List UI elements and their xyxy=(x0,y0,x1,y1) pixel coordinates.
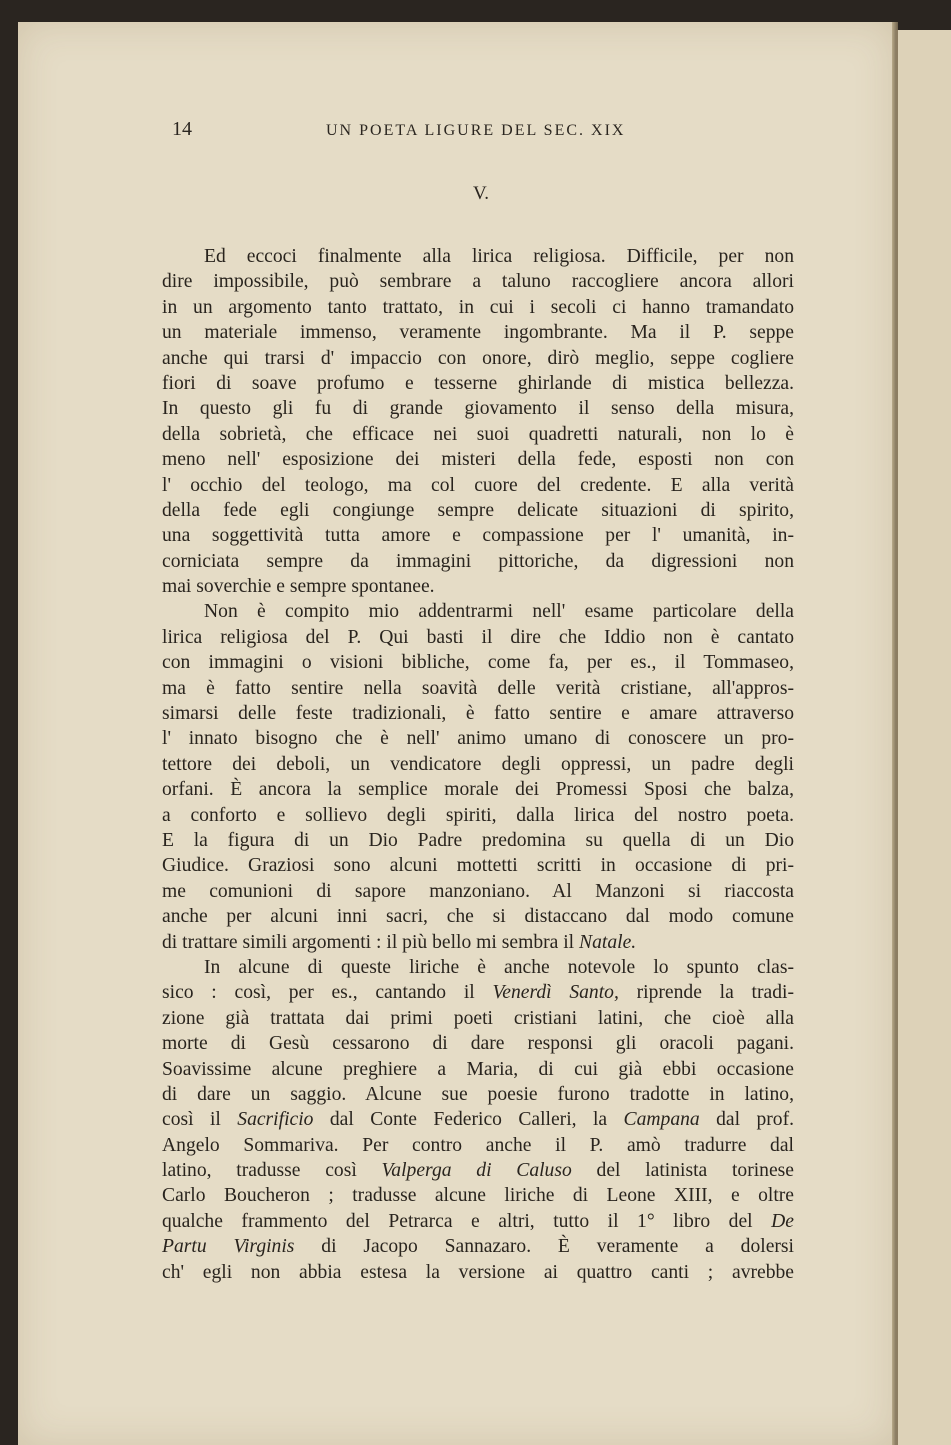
text-line: di dare un saggio. Alcune sue poesie furono tradotte in latino, xyxy=(162,1083,794,1105)
section-number: V. xyxy=(473,183,490,204)
text-line-with-italic xyxy=(162,1234,794,1259)
italic-title: De xyxy=(771,1210,794,1232)
text-line: Ed eccoci finalmente alla lirica religiosa. Difficile, per non xyxy=(204,246,794,267)
text-line: mai soverchie e sempre spontanee. xyxy=(162,576,435,598)
text-line: della fede egli congiunge sempre delicate situazioni di spirito, xyxy=(162,499,794,521)
text-line: Angelo Sommariva. Per contro anche il P. amò tradurre dal xyxy=(162,1134,794,1156)
text-line: l' occhio del teologo, ma col cuore del credente. E alla verità xyxy=(162,474,794,496)
text-line: una soggettività tutta amore e compassione per l' umanità, in- xyxy=(162,525,794,547)
text-line: l' innato bisogno che è nell' animo umano di conoscere un pro- xyxy=(162,728,794,750)
text-segment: sico : così, per es., cantando il xyxy=(162,982,475,1004)
text-segment: di trattare simili argomenti : il più bello mi sembra il xyxy=(162,931,575,953)
body-text xyxy=(162,244,794,1285)
italic-title: Sacrificio xyxy=(237,1109,314,1131)
text-segment: del latinista torinese xyxy=(596,1160,794,1182)
text-line: In alcune di queste liriche è anche notevole lo spunto clas- xyxy=(204,956,794,978)
text-segment: dal Conte Federico Calleri, la xyxy=(329,1109,608,1131)
text-line: un materiale immenso, veramente ingombrante. Ma il P. seppe xyxy=(162,322,794,344)
text-line: tettore dei deboli, un vendicatore degli oppressi, un padre degli xyxy=(162,753,794,775)
text-line-with-italic xyxy=(162,1158,794,1183)
text-line: E la figura di un Dio Padre predomina su quella di un Dio xyxy=(162,829,794,851)
text-line: ch' egli non abbia estesa la versione ai quattro canti ; avrebbe xyxy=(162,1261,794,1283)
text-line: fiori di soave profumo e tesserne ghirlande di mistica bellezza. xyxy=(162,372,794,394)
text-line: lirica religiosa del P. Qui basti il dire che Iddio non è cantato xyxy=(162,626,794,648)
text-line: zione già trattata dai primi poeti cristiani latini, che cioè alla xyxy=(162,1007,794,1029)
text-line: Soavissime alcune preghiere a Maria, di cui già ebbi occasione xyxy=(162,1058,794,1080)
text-line: Carlo Boucheron ; tradusse alcune liriche di Leone XIII, e oltre xyxy=(162,1185,794,1207)
text-segment: di Jacopo Sannazaro. È veramente a dolersi xyxy=(321,1236,795,1258)
text-line-with-italic xyxy=(162,1107,794,1132)
text-line: Giudice. Graziosi sono alcuni mottetti scritti in occasione di pri- xyxy=(162,855,794,877)
text-line: simarsi delle feste tradizionali, è fatto sentire e amare attraverso xyxy=(162,703,794,725)
running-title: UN POETA LIGURE DEL SEC. XIX xyxy=(326,122,626,139)
text-line: della sobrietà, che efficace nei suoi quadretti naturali, non lo è xyxy=(162,423,794,445)
text-line: anche per alcuni inni sacri, che si distaccano dal modo comune xyxy=(162,906,794,928)
text-segment: latino, tradusse così xyxy=(162,1160,357,1182)
italic-title: Natale. xyxy=(579,931,637,953)
italic-title: Valperga di Caluso xyxy=(381,1160,572,1182)
text-line: In questo gli fu di grande giovamento il senso della misura, xyxy=(162,398,794,420)
text-line: me comunioni di sapore manzoniano. Al Manzoni si riaccosta xyxy=(162,880,794,902)
text-segment: dal prof. xyxy=(716,1109,794,1131)
text-line-with-italic xyxy=(162,980,794,1005)
text-line-with-italic xyxy=(162,930,794,955)
page-number: 14 xyxy=(172,118,192,140)
text-segment: così il xyxy=(162,1109,221,1131)
text-line: ma è fatto sentire nella soavità delle verità cristiane, all'appros- xyxy=(162,677,794,699)
text-segment: riprende la tradi- xyxy=(636,982,794,1004)
text-line: a conforto e sollievo degli spiriti, dalla lirica del nostro poeta. xyxy=(162,804,794,826)
facing-page-edge xyxy=(896,30,951,1445)
text-line: meno nell' esposizione dei misteri della fede, esposti non con xyxy=(162,449,794,471)
text-line: morte di Gesù cessarono di dare responsi gli oracoli pagani. xyxy=(162,1033,794,1055)
text-line: orfani. È ancora la semplice morale dei Promessi Sposi che balza, xyxy=(162,779,794,801)
italic-title: Venerdì Santo, xyxy=(492,982,619,1004)
text-line: corniciata sempre da immagini pittoriche, da digressioni non xyxy=(162,550,794,572)
text-line: dire impossibile, può sembrare a taluno raccogliere ancora allori xyxy=(162,271,794,293)
text-line: con immagini o visioni bibliche, come fa, per es., il Tommaseo, xyxy=(162,652,794,674)
text-segment: qualche frammento del Petrarca e altri, tutto il 1° libro del xyxy=(162,1210,753,1232)
text-line: anche qui trarsi d' impaccio con onore, dirò meglio, seppe cogliere xyxy=(162,347,794,369)
italic-title: Campana xyxy=(623,1109,700,1131)
text-line-with-italic xyxy=(162,1209,794,1234)
italic-title: Partu Virginis xyxy=(162,1236,295,1258)
text-line: Non è compito mio addentrarmi nell' esame particolare della xyxy=(204,601,794,623)
text-line: in un argomento tanto trattato, in cui i secoli ci hanno tramandato xyxy=(162,296,794,318)
